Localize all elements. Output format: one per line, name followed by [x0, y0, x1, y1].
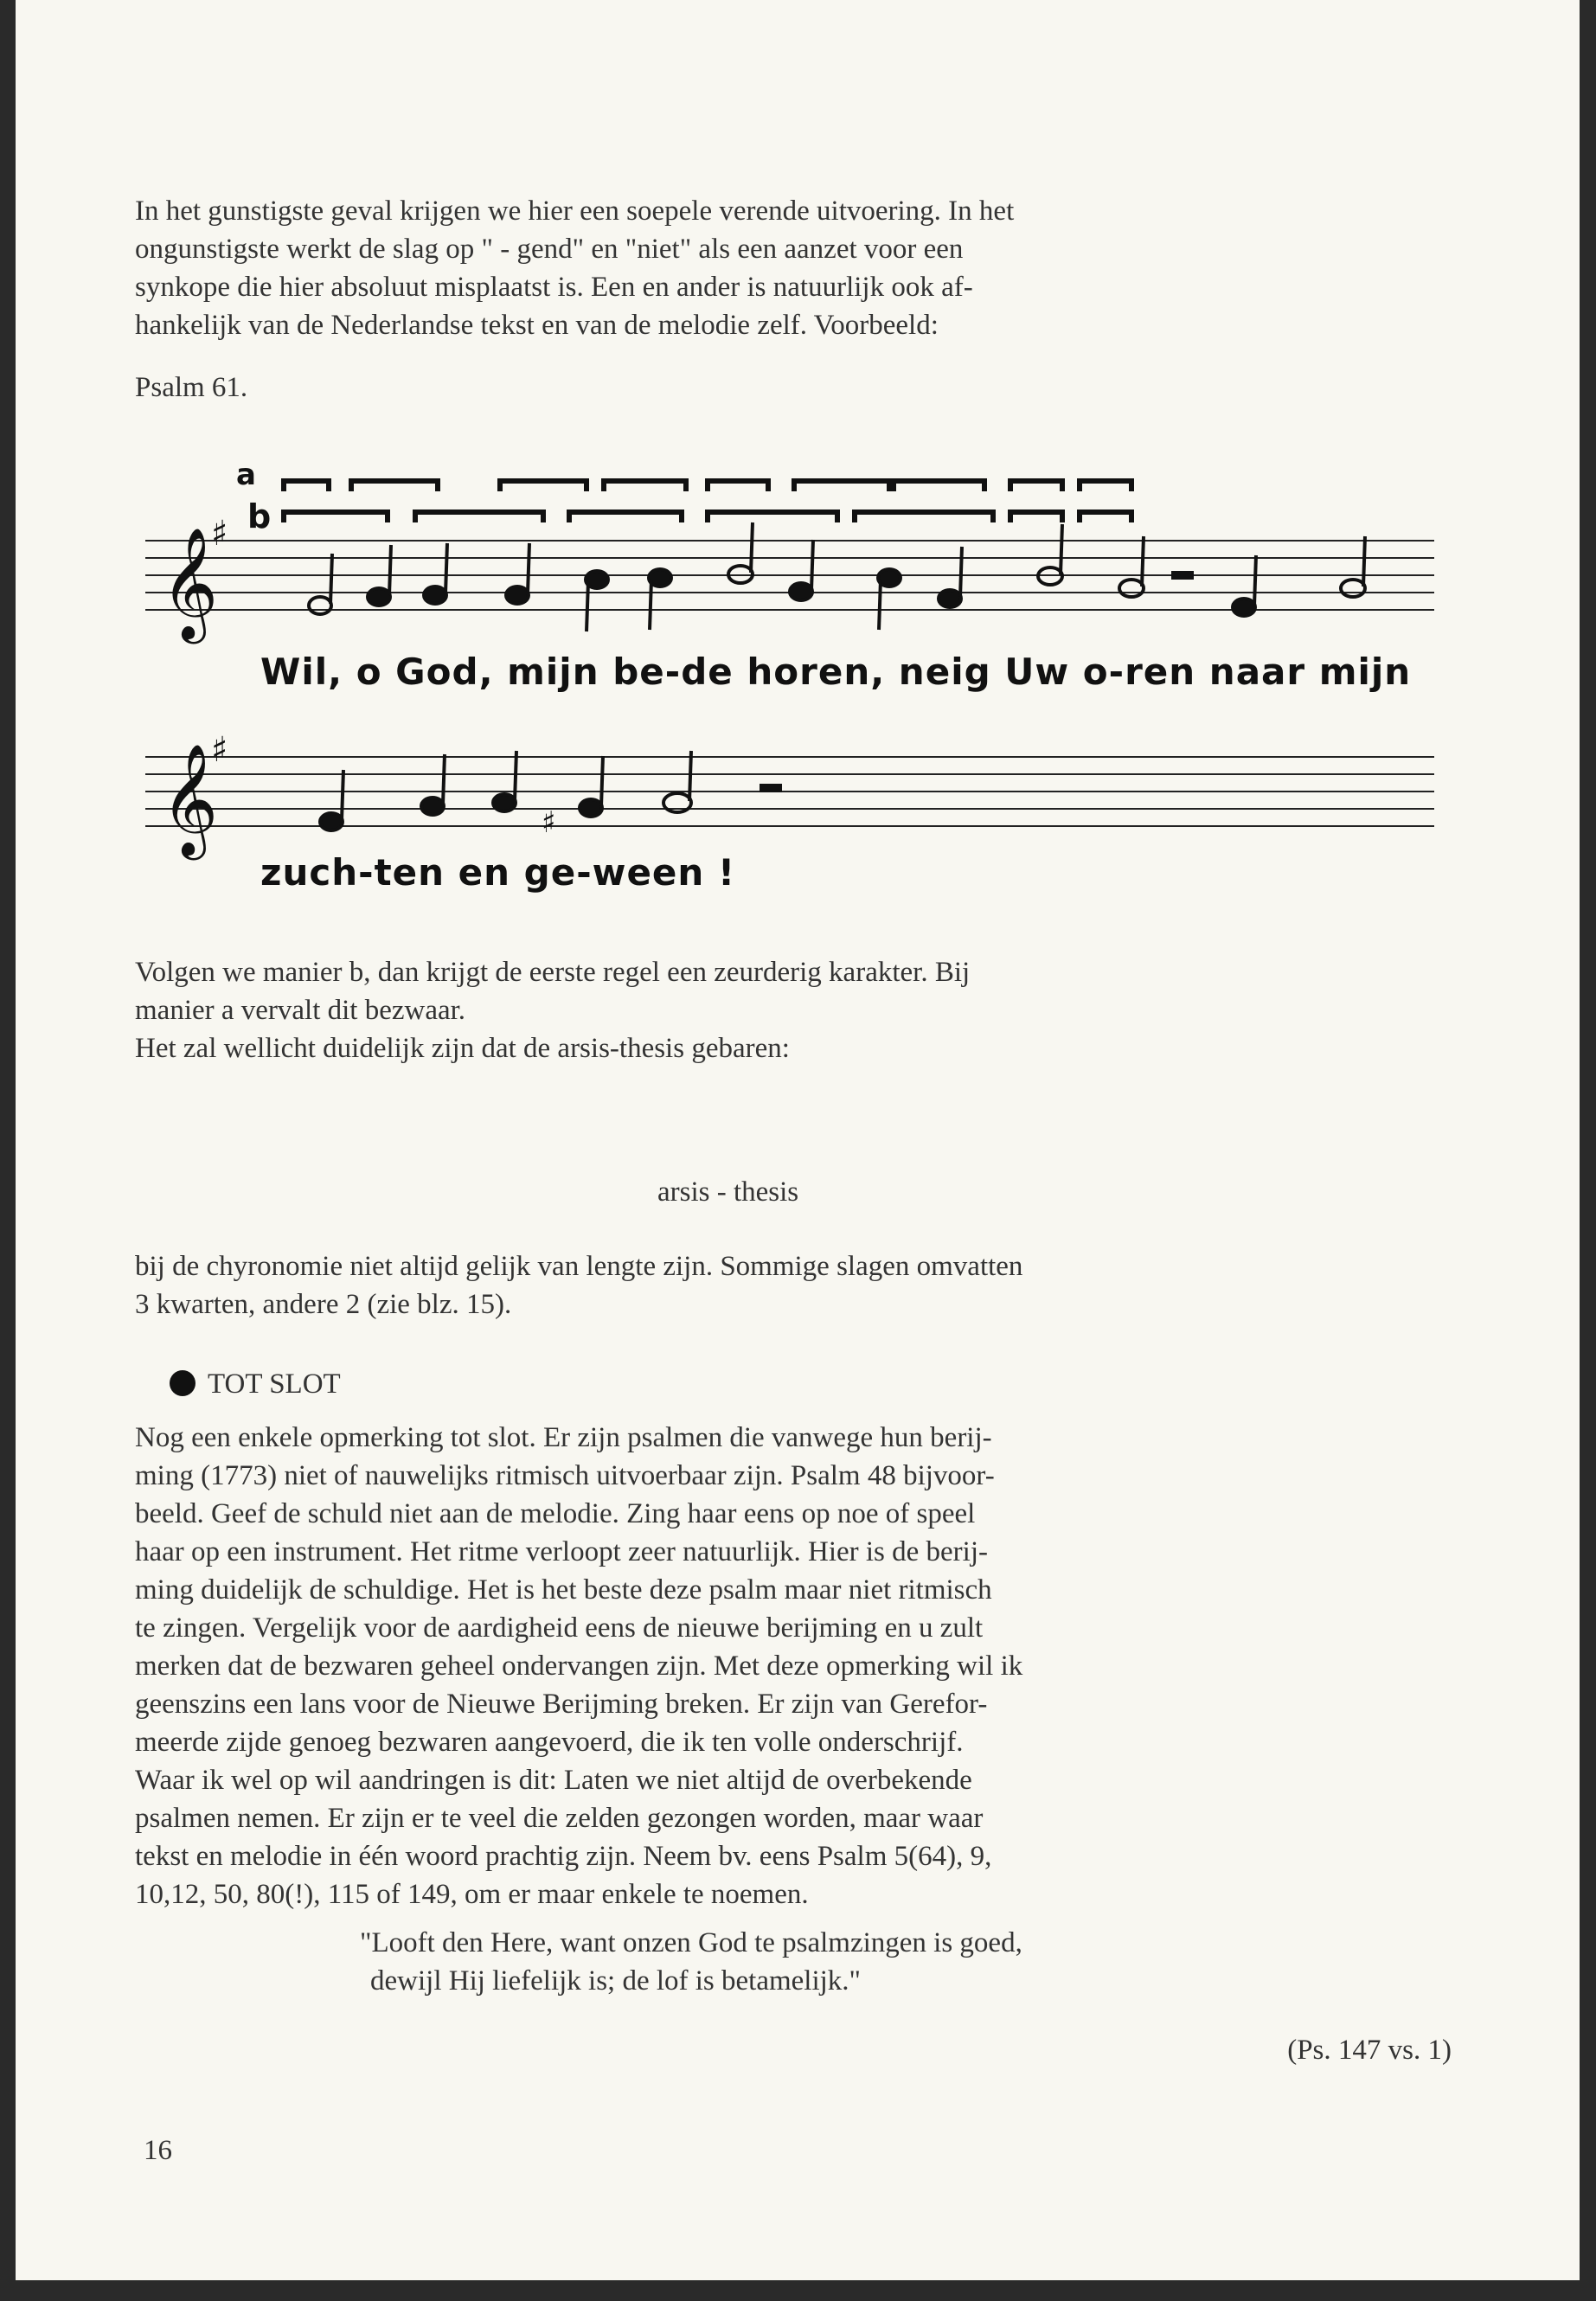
chyronomie-paragraph	[135, 1247, 1450, 1324]
sharp-icon: ♯	[211, 730, 228, 770]
text-line: ming (1773) niet of nauwelijks ritmisch uitvoerbaar zijn. Psalm 48 bijvoor-	[135, 1460, 995, 1491]
arsis-thesis-label: arsis - thesis	[657, 1176, 799, 1208]
page-number: 16	[144, 2135, 172, 2166]
psalm-label: Psalm 61.	[135, 372, 248, 403]
bullet-icon	[170, 1370, 195, 1396]
text-line: te zingen. Vergelijk voor de aardigheid eens de nieuwe berijming en u zult	[135, 1612, 984, 1644]
treble-clef-icon: 𝄞	[161, 527, 219, 639]
sharp-icon: ♯	[542, 805, 556, 840]
text-line: beeld. Geef de schuld niet aan de melodie. Zing haar eens op noe of speel	[135, 1498, 976, 1529]
text-line: haar op een instrument. Het ritme verloopt zeer natuurlijk. Hier is de berij-	[135, 1536, 988, 1567]
text-line: merken dat de bezwaren geheel ondervangen zijn. Met deze opmerking wil ik	[135, 1650, 1023, 1682]
text-line: In het gunstigste geval krijgen we hier een soepele verende uitvoering. In het	[135, 195, 1015, 227]
citation: (Ps. 147 vs. 1)	[1287, 2035, 1452, 2066]
treble-clef-icon: 𝄞	[161, 743, 219, 856]
text-line: meerde zijde genoeg bezwaren aangevoerd, die ik ten volle onderschrijf.	[135, 1727, 964, 1758]
text-line: ongunstigste werkt de slag op " - gend" en "niet" als een aanzet voor een	[135, 234, 964, 265]
text-line: Waar ik wel op wil aandringen is dit: Laten we niet altijd de overbekende	[135, 1765, 972, 1796]
sharp-icon: ♯	[211, 514, 228, 554]
after-music-paragraph	[135, 953, 1450, 1067]
marker-a: a	[236, 458, 256, 492]
marker-b: b	[247, 497, 272, 535]
section-heading	[170, 1365, 1484, 1403]
music-notation	[16, 0, 1580, 952]
text-line: 10,12, 50, 80(!), 115 of 149, om er maar enkele te noemen.	[135, 1879, 809, 1910]
text-line: psalmen nemen. Er zijn er te veel die zelden gezongen worden, maar waar	[135, 1803, 984, 1834]
page	[16, 0, 1580, 2280]
text-line: ming duidelijk de schuldige. Het is het beste deze psalm maar niet ritmisch	[135, 1574, 992, 1606]
text-line: tekst en melodie in één woord prachtig zijn. Neem bv. eens Psalm 5(64), 9,	[135, 1841, 992, 1872]
text-line: hankelijk van de Nederlandse tekst en van de melodie zelf. Voorbeeld:	[135, 310, 939, 341]
text-line: 3 kwarten, andere 2 (zie blz. 15).	[135, 1289, 512, 1320]
lyrics-line-1: Wil, o God, mijn be-de horen, neig Uw o-ren naar mijn	[260, 651, 1412, 693]
quote	[360, 1924, 1398, 2000]
closing-paragraph	[135, 1419, 1450, 1913]
text-line: bij de chyronomie niet altijd gelijk van lengte zijn. Sommige slagen omvatten	[135, 1251, 1023, 1282]
quote-line: dewijl Hij liefelijk is; de lof is betamelijk."	[370, 1965, 862, 1997]
quote-line: "Looft den Here, want onzen God te psalmzingen is goed,	[360, 1927, 1022, 1958]
text-line: Volgen we manier b, dan krijgt de eerste regel een zeurderig karakter. Bij	[135, 957, 971, 988]
text-line: synkope die hier absoluut misplaatst is. Een en ander is natuurlijk ook af-	[135, 272, 973, 303]
text-line: geenszins een lans voor de Nieuwe Berijming breken. Er zijn van Gerefor-	[135, 1689, 988, 1720]
text-line: manier a vervalt dit bezwaar.	[135, 995, 466, 1026]
section-heading-text: TOT SLOT	[208, 1368, 341, 1400]
lyrics-line-2: zuch-ten en ge-ween !	[260, 851, 736, 894]
text-line: Nog een enkele opmerking tot slot. Er zijn psalmen die vanwege hun berij-	[135, 1422, 992, 1453]
text-line: Het zal wellicht duidelijk zijn dat de arsis-thesis gebaren:	[135, 1033, 790, 1064]
